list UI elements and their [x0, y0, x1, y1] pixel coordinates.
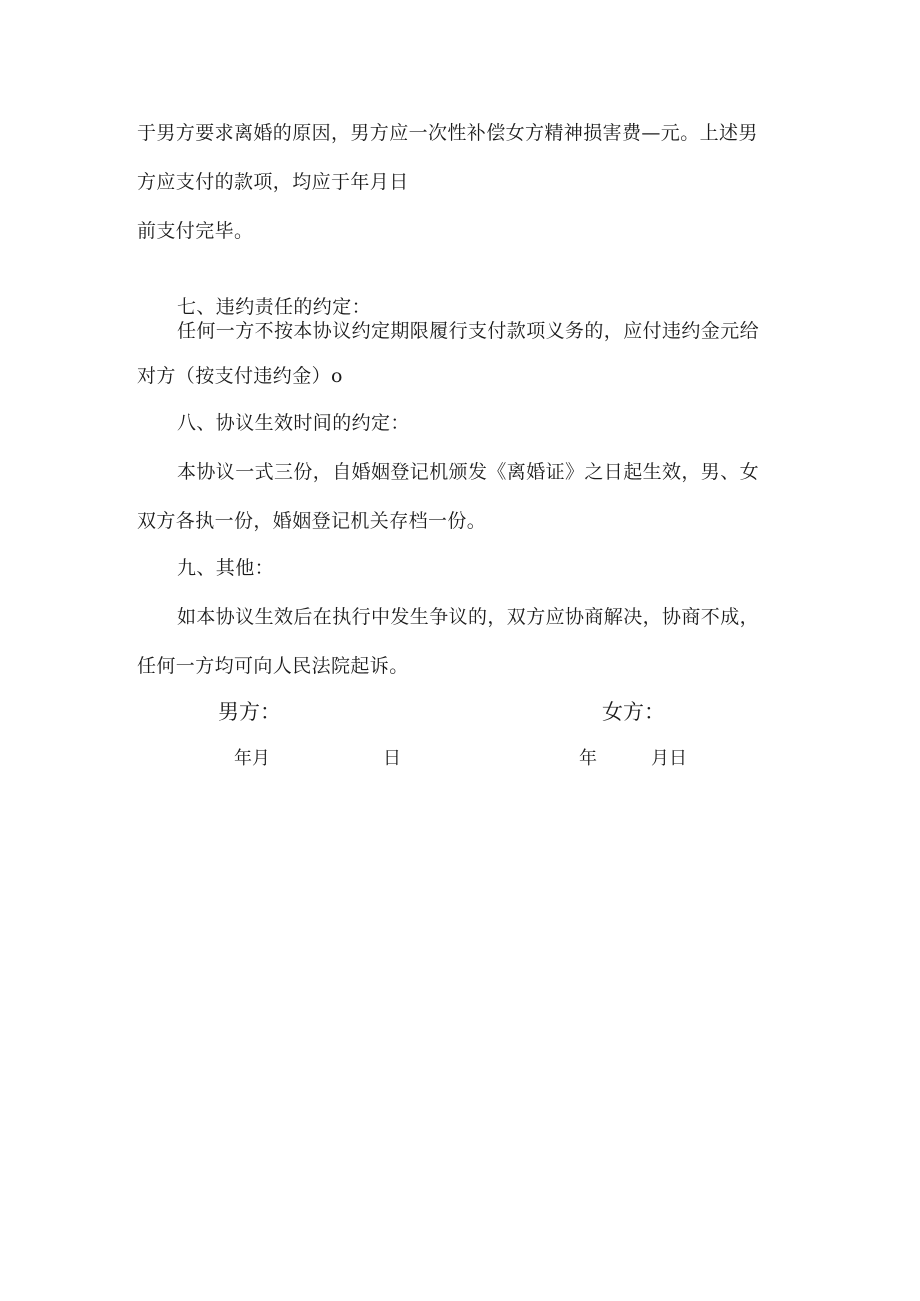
female-date-month-day: 月日	[651, 748, 687, 769]
section-8-heading: 八、协议生效时间的约定：	[177, 412, 410, 434]
female-date-year: 年	[579, 748, 597, 769]
male-signature-label: 男方：	[218, 700, 281, 724]
male-date-year-month: 年月	[234, 748, 270, 769]
paragraph-6-line-1: 于男方要求离婚的原因，男方应一次性补偿女方精神损害费—元。上述男	[137, 122, 758, 144]
paragraph-6-line-2: 方应支付的款项，均应于年月日	[137, 171, 409, 193]
section-9-line-1: 如本协议生效后在执行中发生争议的，双方应协商解决，协商不成，	[177, 606, 760, 628]
section-8-line-1: 本协议一式三份，自婚姻登记机颁发《离婚证》之日起生效，男、女	[177, 461, 760, 483]
female-signature-label: 女方：	[602, 700, 665, 724]
male-date-day: 日	[383, 748, 401, 769]
section-7-heading: 七、违约责任的约定：	[177, 296, 372, 318]
section-9-line-2: 任何一方均可向人民法院起诉。	[137, 655, 409, 677]
section-7-line-1: 任何一方不按本协议约定期限履行支付款项义务的，应付违约金元给	[177, 320, 760, 342]
section-9-heading: 九、其他：	[177, 557, 275, 579]
section-7-line-2: 对方（按支付违约金）o	[137, 365, 343, 387]
section-8-line-2: 双方各执一份，婚姻登记机关存档一份。	[137, 510, 487, 532]
paragraph-6-line-3: 前支付完毕。	[137, 220, 254, 242]
